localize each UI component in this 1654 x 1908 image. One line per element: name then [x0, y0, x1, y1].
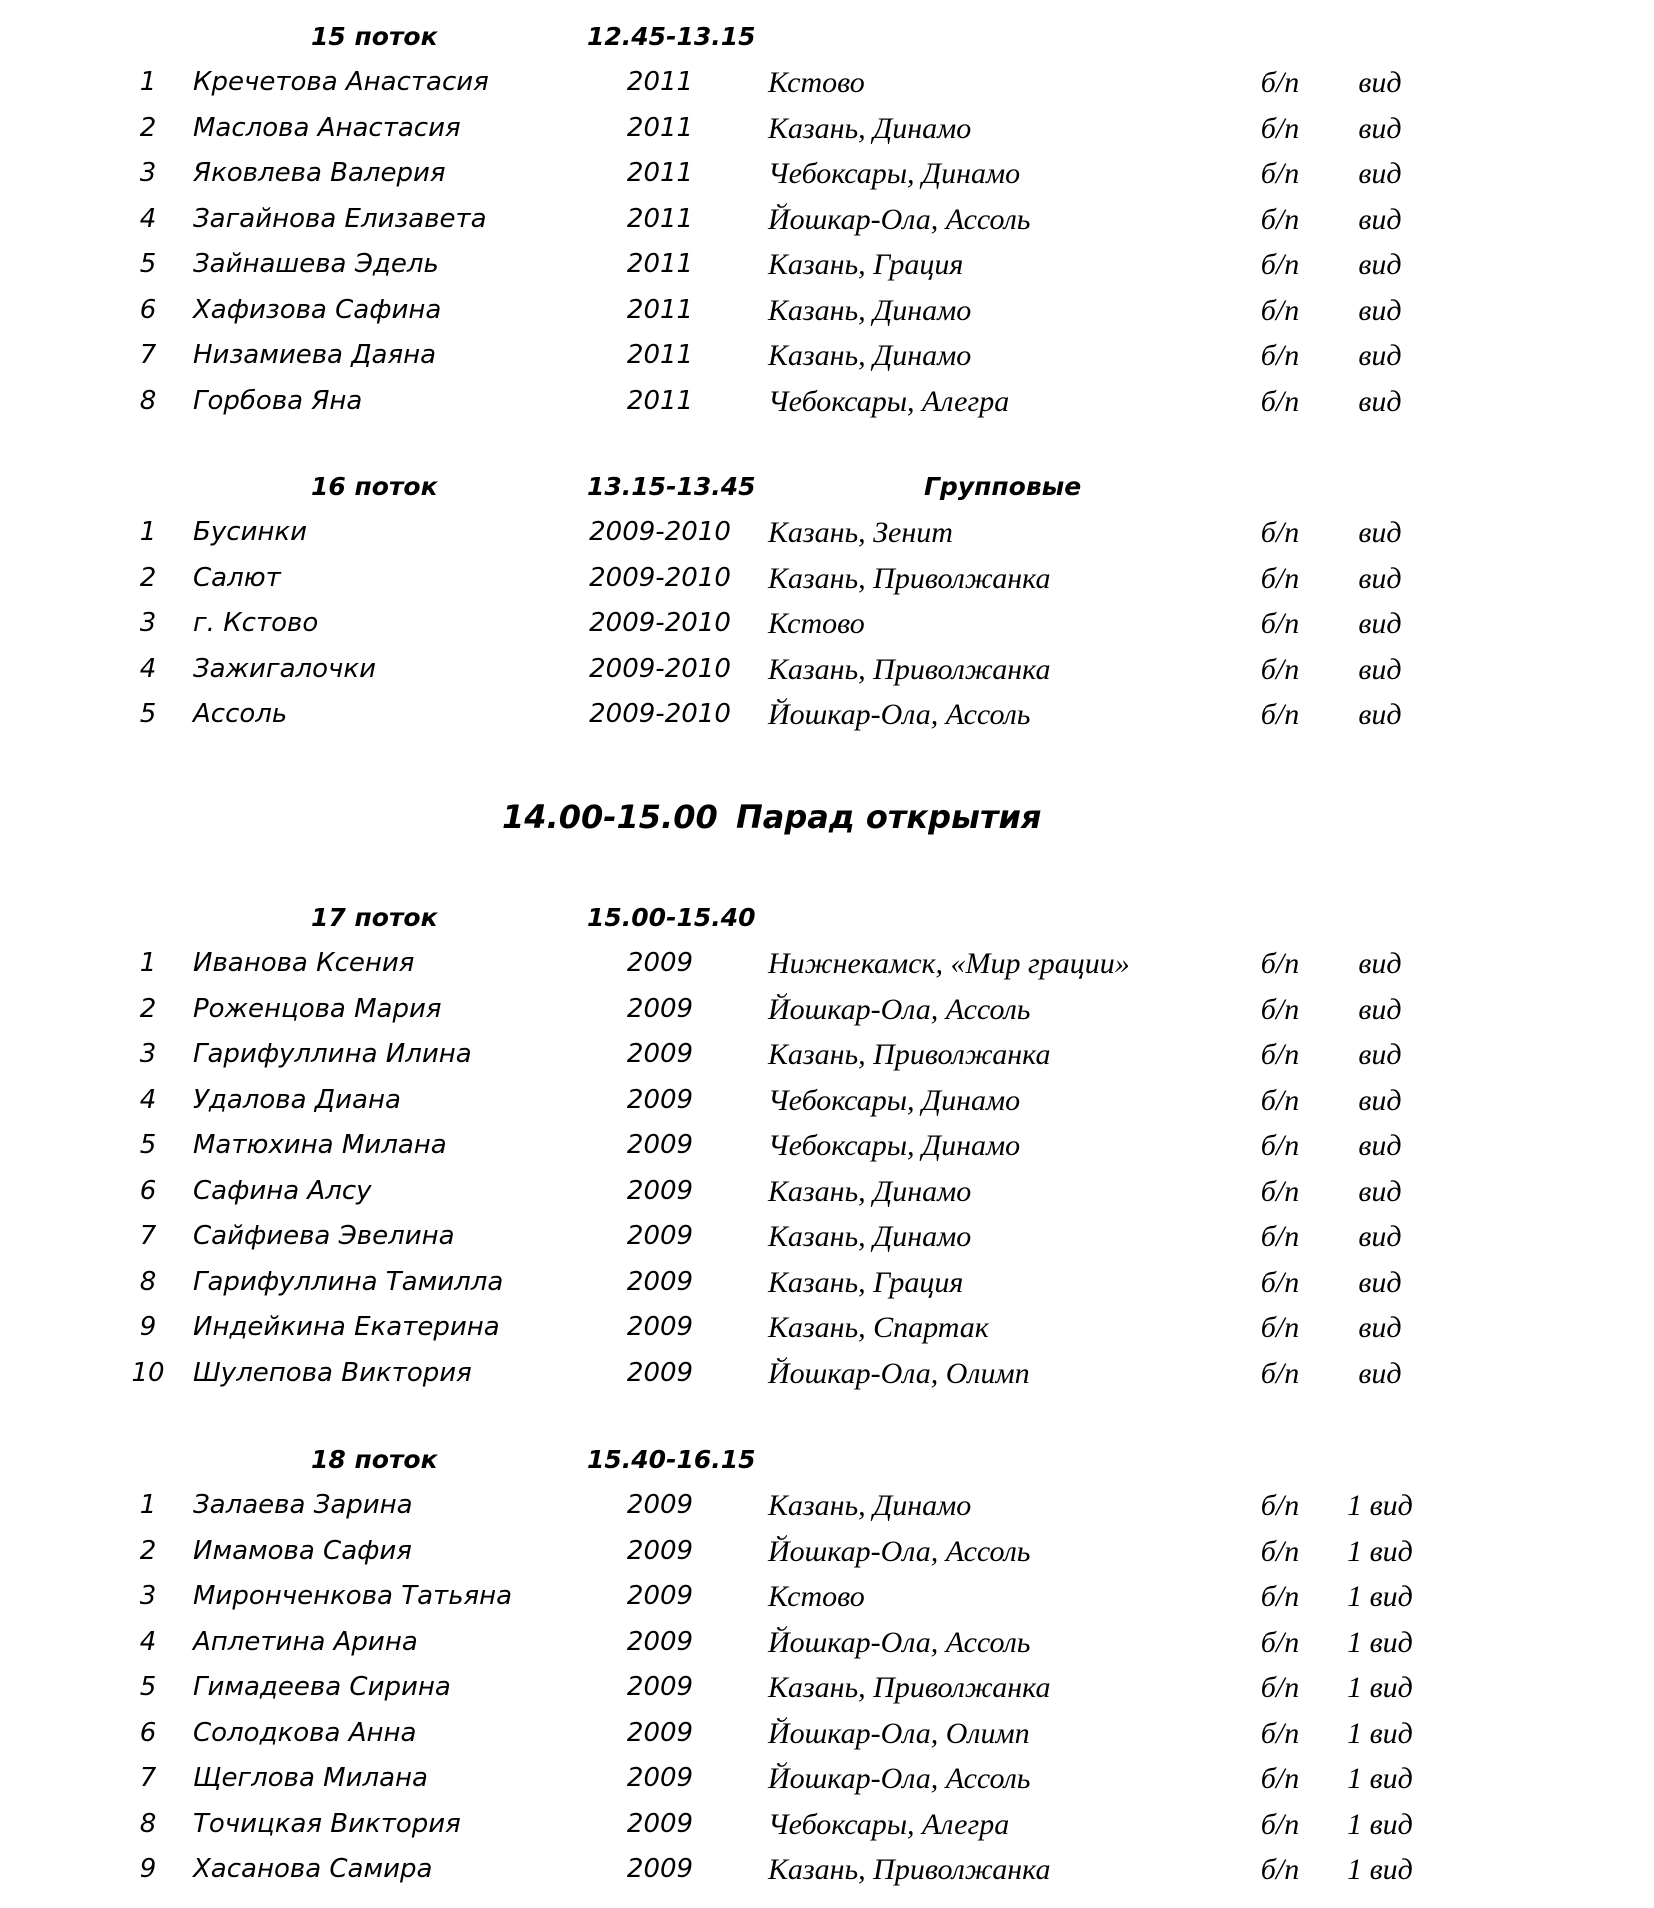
- participant-row: [0, 556, 1654, 602]
- category-label: б/п: [1260, 202, 1300, 236]
- participant-name: Гарифуллина Илина: [193, 1039, 472, 1069]
- row-number: 3: [139, 1581, 157, 1611]
- participant-row: [0, 379, 1654, 425]
- category-label: б/п: [1260, 339, 1300, 372]
- participant-row: [0, 1847, 1654, 1893]
- apparatus-label: 1 вид: [1347, 1534, 1413, 1568]
- participant-row: [0, 197, 1654, 243]
- participant-row: [0, 242, 1654, 288]
- participant-name: Хафизова Сафина: [193, 294, 442, 325]
- birth-year: 2009: [626, 1221, 694, 1251]
- row-number: 1: [139, 1490, 157, 1520]
- participant-row: [0, 106, 1654, 152]
- club-name: Чебоксары, Алегра: [768, 384, 1010, 418]
- participant-name: Шулепова Виктория: [193, 1357, 472, 1388]
- flow-time: 15.00-15.40: [587, 903, 756, 932]
- apparatus-label: вид: [1358, 1356, 1402, 1390]
- participant-name: Загайнова Елизавета: [193, 203, 487, 234]
- apparatus-label: вид: [1358, 1083, 1402, 1117]
- participant-row: [0, 60, 1654, 106]
- participant-name: Кречетова Анастасия: [193, 67, 489, 97]
- birth-year: 2011: [626, 67, 694, 97]
- club-name: Йошкар-Ола, Ассоль: [768, 202, 1031, 236]
- apparatus-label: вид: [1358, 157, 1402, 190]
- birth-year: 2009: [626, 1175, 694, 1206]
- birth-year: 2011: [626, 294, 694, 325]
- club-name: Казань, Динамо: [768, 1220, 972, 1253]
- birth-year: 2009: [626, 1490, 694, 1520]
- apparatus-label: вид: [1358, 339, 1402, 372]
- participant-row: [0, 288, 1654, 334]
- birth-year: 2009: [626, 1672, 694, 1702]
- apparatus-label: вид: [1358, 698, 1402, 731]
- category-label: б/п: [1260, 1220, 1300, 1253]
- participant-row: [0, 1214, 1654, 1260]
- participant-row: [0, 1351, 1654, 1397]
- participant-name: Бусинки: [193, 517, 308, 547]
- apparatus-label: 1 вид: [1347, 1625, 1413, 1659]
- apparatus-label: вид: [1358, 1174, 1402, 1208]
- row-number: 1: [139, 517, 157, 547]
- birth-year: 2009: [626, 1854, 694, 1884]
- participant-row: [0, 1802, 1654, 1848]
- club-name: Казань, Динамо: [768, 1489, 972, 1522]
- category-label: б/п: [1260, 947, 1300, 980]
- category-label: б/п: [1260, 1265, 1300, 1299]
- club-name: Йошкар-Ола, Ассоль: [768, 992, 1031, 1026]
- apparatus-label: вид: [1358, 1038, 1402, 1071]
- club-name: Кстово: [768, 66, 865, 99]
- category-label: б/п: [1260, 248, 1300, 281]
- participant-row: [0, 1574, 1654, 1620]
- row-number: 7: [139, 340, 157, 370]
- category-label: б/п: [1260, 1625, 1300, 1659]
- row-number: 4: [139, 1084, 157, 1115]
- row-number: 8: [139, 385, 157, 416]
- participant-row: [0, 1123, 1654, 1169]
- apparatus-label: вид: [1358, 1265, 1402, 1299]
- row-number: 4: [139, 1626, 157, 1657]
- row-number: 6: [139, 294, 157, 325]
- participant-row: [0, 987, 1654, 1033]
- category-label: б/п: [1260, 66, 1300, 99]
- apparatus-label: вид: [1358, 561, 1402, 595]
- category-label: б/п: [1260, 1038, 1300, 1071]
- participant-name: Низамиева Даяна: [193, 340, 437, 370]
- flow-name: 16 поток: [311, 472, 438, 501]
- category-label: б/п: [1260, 157, 1300, 190]
- participant-name: Горбова Яна: [193, 385, 363, 416]
- flow-header: [0, 895, 1654, 941]
- flow-name: 18 поток: [311, 1445, 438, 1474]
- birth-year: 2009: [626, 993, 694, 1024]
- participant-row: [0, 333, 1654, 379]
- category-label: б/п: [1260, 293, 1300, 327]
- flow-name: 17 поток: [311, 903, 438, 932]
- club-name: Казань, Приволжанка: [768, 561, 1051, 595]
- club-name: Казань, Зенит: [768, 516, 953, 549]
- apparatus-label: вид: [1358, 111, 1402, 145]
- birth-year: 2009-2010: [589, 562, 731, 593]
- category-label: б/п: [1260, 1853, 1300, 1886]
- row-number: 1: [139, 67, 157, 97]
- row-number: 7: [139, 1221, 157, 1251]
- apparatus-label: вид: [1358, 947, 1402, 980]
- birth-year: 2009: [626, 1039, 694, 1069]
- row-number: 6: [139, 1175, 157, 1206]
- apparatus-label: вид: [1358, 293, 1402, 327]
- apparatus-label: вид: [1358, 202, 1402, 236]
- row-number: 9: [139, 1854, 157, 1884]
- participant-name: Имамова Сафия: [193, 1535, 412, 1566]
- flow-header: [0, 464, 1654, 510]
- birth-year: 2011: [626, 158, 694, 188]
- participant-row: [0, 1529, 1654, 1575]
- participant-name: Сафина Алсу: [193, 1175, 372, 1206]
- row-number: 3: [139, 608, 157, 638]
- participant-name: Залаева Зарина: [193, 1490, 413, 1520]
- flow-name: 15 поток: [311, 22, 438, 51]
- category-label: б/п: [1260, 1129, 1300, 1162]
- participant-row: [0, 1620, 1654, 1666]
- parade-title: Парад открытия: [736, 798, 1042, 836]
- category-label: б/п: [1260, 992, 1300, 1026]
- club-name: Казань, Грация: [768, 248, 964, 281]
- row-number: 2: [139, 112, 157, 143]
- club-name: Йошкар-Ола, Олимп: [768, 1356, 1030, 1390]
- club-name: Кстово: [768, 607, 865, 640]
- participant-name: Матюхина Милана: [193, 1130, 447, 1160]
- apparatus-label: 1 вид: [1347, 1580, 1413, 1613]
- birth-year: 2011: [626, 203, 694, 234]
- birth-year: 2009: [626, 1535, 694, 1566]
- club-name: Чебоксары, Алегра: [768, 1807, 1010, 1841]
- participant-name: Зажигалочки: [193, 653, 377, 684]
- participant-row: [0, 1756, 1654, 1802]
- row-number: 1: [139, 948, 157, 978]
- flow-time: 12.45-13.15: [587, 22, 756, 51]
- apparatus-label: 1 вид: [1347, 1807, 1413, 1841]
- birth-year: 2009: [626, 1266, 694, 1297]
- participant-row: [0, 151, 1654, 197]
- apparatus-label: вид: [1358, 992, 1402, 1026]
- birth-year: 2009-2010: [589, 608, 731, 638]
- flow-header: [0, 14, 1654, 60]
- participant-name: Сайфиева Эвелина: [193, 1221, 455, 1251]
- row-number: 7: [139, 1763, 157, 1793]
- club-name: Казань, Динамо: [768, 111, 972, 145]
- row-number: 8: [139, 1266, 157, 1297]
- flow-header: [0, 1437, 1654, 1483]
- flow-time: 15.40-16.15: [587, 1445, 756, 1474]
- club-name: Казань, Приволжанка: [768, 1038, 1051, 1071]
- apparatus-label: вид: [1358, 384, 1402, 418]
- club-name: Казань, Динамо: [768, 1174, 972, 1208]
- row-number: 2: [139, 562, 157, 593]
- category-label: б/п: [1260, 1762, 1300, 1795]
- category-label: б/п: [1260, 698, 1300, 731]
- participant-name: Солодкова Анна: [193, 1717, 417, 1748]
- participant-name: Салют: [193, 562, 281, 593]
- club-name: Казань, Динамо: [768, 339, 972, 372]
- apparatus-label: 1 вид: [1347, 1853, 1413, 1886]
- birth-year: 2009-2010: [589, 653, 731, 684]
- participant-name: Зайнашева Эдель: [193, 249, 439, 279]
- category-label: б/п: [1260, 384, 1300, 418]
- club-name: Кстово: [768, 1580, 865, 1613]
- participant-row: [0, 647, 1654, 693]
- category-label: б/п: [1260, 1580, 1300, 1613]
- club-name: Йошкар-Ола, Олимп: [768, 1716, 1030, 1750]
- row-number: 2: [139, 1535, 157, 1566]
- club-name: Йошкар-Ола, Ассоль: [768, 698, 1031, 731]
- participant-row: [0, 692, 1654, 738]
- participant-row: [0, 510, 1654, 556]
- row-number: 5: [139, 1130, 157, 1160]
- category-label: б/п: [1260, 1356, 1300, 1390]
- apparatus-label: 1 вид: [1347, 1762, 1413, 1795]
- participant-row: [0, 1169, 1654, 1215]
- club-name: Чебоксары, Динамо: [768, 1129, 1021, 1162]
- parade-heading: [0, 792, 1654, 842]
- birth-year: 2009: [626, 1312, 694, 1342]
- participant-name: Иванова Ксения: [193, 948, 415, 978]
- birth-year: 2009: [626, 1357, 694, 1388]
- flow-section-16: [0, 464, 1654, 738]
- birth-year: 2009: [626, 1808, 694, 1839]
- birth-year: 2009: [626, 1763, 694, 1793]
- category-label: б/п: [1260, 516, 1300, 549]
- birth-year: 2009: [626, 948, 694, 978]
- participant-name: Аплетина Арина: [193, 1626, 418, 1657]
- row-number: 2: [139, 993, 157, 1024]
- apparatus-label: вид: [1358, 652, 1402, 686]
- club-name: Казань, Приволжанка: [768, 1853, 1051, 1886]
- participant-name: Маслова Анастасия: [193, 112, 461, 143]
- participant-row: [0, 941, 1654, 987]
- flow-section-18: [0, 1437, 1654, 1893]
- birth-year: 2009: [626, 1717, 694, 1748]
- apparatus-label: вид: [1358, 1129, 1402, 1162]
- row-number: 6: [139, 1717, 157, 1748]
- apparatus-label: 1 вид: [1347, 1489, 1413, 1522]
- participant-row: [0, 1078, 1654, 1124]
- birth-year: 2011: [626, 112, 694, 143]
- apparatus-label: вид: [1358, 516, 1402, 549]
- participant-name: Роженцова Мария: [193, 993, 442, 1024]
- category-label: б/п: [1260, 1489, 1300, 1522]
- category-label: б/п: [1260, 1174, 1300, 1208]
- club-name: Казань, Приволжанка: [768, 652, 1051, 686]
- birth-year: 2011: [626, 340, 694, 370]
- apparatus-label: вид: [1358, 66, 1402, 99]
- apparatus-label: 1 вид: [1347, 1671, 1413, 1704]
- birth-year: 2009: [626, 1581, 694, 1611]
- participant-row: [0, 1665, 1654, 1711]
- category-label: б/п: [1260, 111, 1300, 145]
- flow-section-17: [0, 895, 1654, 1396]
- birth-year: 2009-2010: [589, 699, 731, 729]
- apparatus-label: вид: [1358, 1311, 1402, 1344]
- club-name: Казань, Спартак: [768, 1311, 989, 1344]
- apparatus-label: вид: [1358, 1220, 1402, 1253]
- participant-name: г. Кстово: [193, 608, 319, 638]
- category-label: б/п: [1260, 1671, 1300, 1704]
- row-number: 3: [139, 1039, 157, 1069]
- apparatus-label: вид: [1358, 248, 1402, 281]
- birth-year: 2011: [626, 385, 694, 416]
- category-label: б/п: [1260, 652, 1300, 686]
- parade-time: 14.00-15.00: [502, 798, 718, 836]
- club-name: Йошкар-Ола, Ассоль: [768, 1625, 1031, 1659]
- club-name: Казань, Динамо: [768, 293, 972, 327]
- category-label: б/п: [1260, 1716, 1300, 1750]
- club-name: Чебоксары, Динамо: [768, 1083, 1021, 1117]
- participant-name: Удалова Диана: [193, 1084, 401, 1115]
- club-name: Йошкар-Ола, Ассоль: [768, 1762, 1031, 1795]
- row-number: 8: [139, 1808, 157, 1839]
- row-number: 5: [139, 699, 157, 729]
- participant-name: Индейкина Екатерина: [193, 1312, 500, 1342]
- club-name: Йошкар-Ола, Ассоль: [768, 1534, 1031, 1568]
- row-number: 4: [139, 653, 157, 684]
- participant-name: Гарифуллина Тамилла: [193, 1266, 504, 1297]
- participant-name: Гимадеева Сирина: [193, 1672, 451, 1702]
- category-label: б/п: [1260, 607, 1300, 640]
- birth-year: 2009-2010: [589, 517, 731, 547]
- participant-name: Точицкая Виктория: [193, 1808, 461, 1839]
- participant-name: Ассоль: [193, 699, 288, 729]
- birth-year: 2009: [626, 1130, 694, 1160]
- flow-category: Групповые: [924, 472, 1082, 501]
- participant-row: [0, 601, 1654, 647]
- participant-row: [0, 1483, 1654, 1529]
- flow-time: 13.15-13.45: [587, 472, 756, 501]
- club-name: Чебоксары, Динамо: [768, 157, 1021, 190]
- flow-section-15: [0, 14, 1654, 424]
- row-number: 5: [139, 1672, 157, 1702]
- apparatus-label: 1 вид: [1347, 1716, 1413, 1750]
- club-name: Казань, Грация: [768, 1265, 964, 1299]
- participant-name: Хасанова Самира: [193, 1854, 433, 1884]
- category-label: б/п: [1260, 561, 1300, 595]
- apparatus-label: вид: [1358, 607, 1402, 640]
- birth-year: 2009: [626, 1084, 694, 1115]
- participant-name: Щеглова Милана: [193, 1763, 428, 1793]
- participant-row: [0, 1032, 1654, 1078]
- category-label: б/п: [1260, 1311, 1300, 1344]
- birth-year: 2009: [626, 1626, 694, 1657]
- participant-name: Миронченкова Татьяна: [193, 1581, 513, 1611]
- row-number: 3: [139, 158, 157, 188]
- birth-year: 2011: [626, 249, 694, 279]
- club-name: Нижнекамск, «Мир грации»: [768, 947, 1130, 980]
- row-number: 5: [139, 249, 157, 279]
- category-label: б/п: [1260, 1083, 1300, 1117]
- participant-row: [0, 1711, 1654, 1757]
- club-name: Казань, Приволжанка: [768, 1671, 1051, 1704]
- participant-row: [0, 1260, 1654, 1306]
- participant-row: [0, 1305, 1654, 1351]
- category-label: б/п: [1260, 1534, 1300, 1568]
- row-number: 4: [139, 203, 157, 234]
- row-number: 9: [139, 1312, 157, 1342]
- category-label: б/п: [1260, 1807, 1300, 1841]
- row-number: 10: [131, 1357, 165, 1388]
- participant-name: Яковлева Валерия: [193, 158, 446, 188]
